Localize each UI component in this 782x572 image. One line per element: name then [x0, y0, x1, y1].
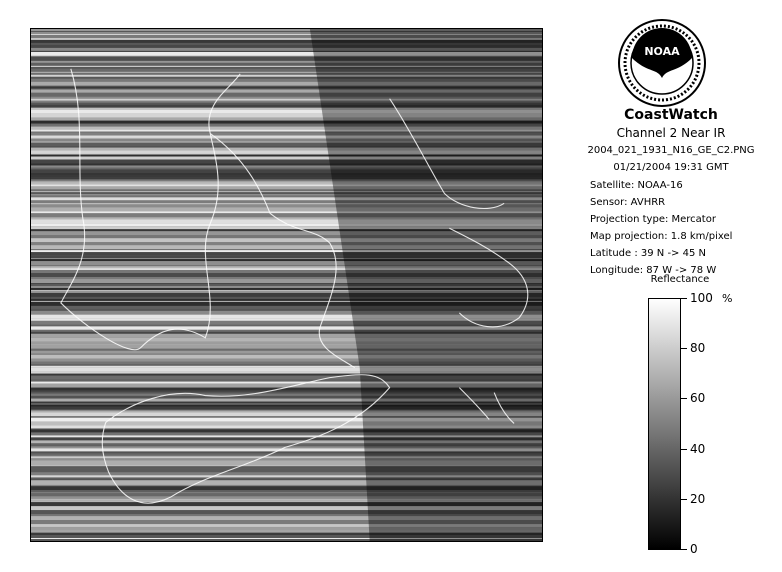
colorbar-tick-label: 0	[690, 542, 698, 556]
colorbar-tick-label: 20	[690, 491, 706, 506]
noaa-logo	[617, 18, 707, 108]
image-filename: 2004_021_1931_N16_GE_C2.PNG	[587, 145, 755, 156]
colorbar-tick	[681, 398, 687, 399]
longitude-label: Longitude: 87 W -> 78 W	[590, 265, 717, 276]
colorbar-legend	[640, 292, 780, 556]
map-projection-label: Map projection: 1.8 km/pixel	[590, 231, 733, 242]
satellite-label: Satellite: NOAA-16	[590, 180, 683, 191]
colorbar-tick	[681, 348, 687, 349]
colorbar-tick-label: 100	[690, 291, 713, 305]
sensor-label: Sensor: AVHRR	[590, 197, 666, 208]
colorbar-tick-label: 80	[690, 341, 706, 356]
colorbar-tick	[681, 298, 687, 299]
colorbar-tick-label: 60	[690, 391, 706, 406]
channel-subtitle: Channel 2 Near IR	[616, 126, 726, 140]
colorbar-tick	[681, 449, 687, 450]
colorbar-unit: %	[722, 292, 733, 305]
colorbar-tick	[681, 499, 687, 500]
satellite-image	[30, 28, 543, 542]
satellite-image-svg	[31, 29, 542, 541]
colorbar-tick-label: 40	[690, 441, 706, 456]
acquisition-datetime: 01/21/2004 19:31 GMT	[613, 162, 729, 173]
brand-title: CoastWatch	[624, 107, 718, 123]
logo-text: NOAA	[644, 45, 680, 58]
latitude-label: Latitude : 39 N -> 45 N	[590, 248, 706, 259]
projection-type-label: Projection type: Mercator	[590, 214, 716, 225]
colorbar-title: Reflectance	[650, 274, 710, 285]
colorbar-tick	[681, 549, 687, 550]
colorbar-gradient	[648, 298, 681, 550]
